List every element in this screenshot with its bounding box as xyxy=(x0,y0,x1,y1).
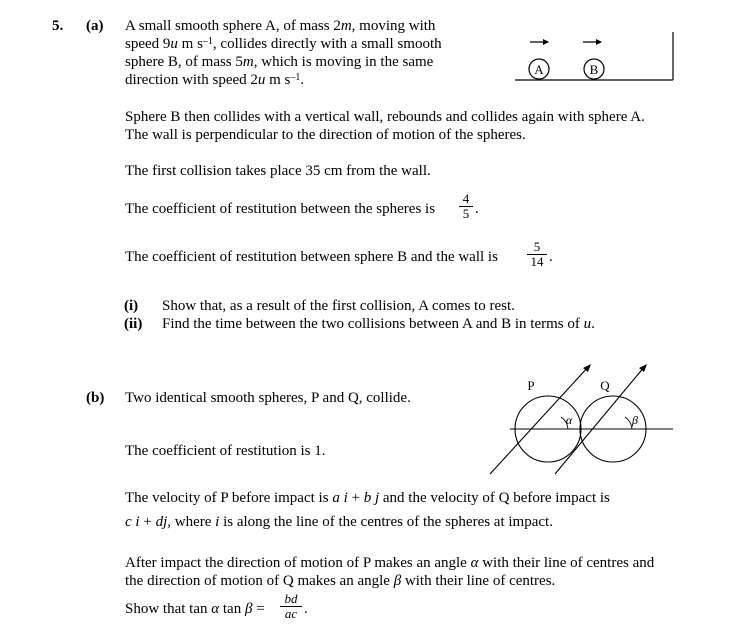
sub-i-label: (i) xyxy=(124,298,139,314)
coef-spheres-fraction xyxy=(459,192,473,221)
part-b-label: (b) xyxy=(86,390,105,406)
q-label: Q xyxy=(600,378,610,393)
coef-wall-den: 14 xyxy=(530,254,544,269)
wall-text-1: Sphere B then collides with a vertical wall, rebounds and collides again with sphere A. xyxy=(125,109,645,125)
collision-diagram xyxy=(485,360,685,480)
part-a-intro-line-1: A small smooth sphere A, of mass 2m, moving with xyxy=(125,18,436,34)
restitution-text: The coefficient of restitution is 1. xyxy=(125,443,326,459)
part-a-intro-line-2: speed 9u m $s^{-1}$, collides directly with a small smooth xyxy=(125,36,442,52)
coef-spheres-dot: . xyxy=(475,201,479,217)
sub-ii-label: (ii) xyxy=(124,316,143,332)
part-b-intro: Two identical smooth spheres, P and Q, collide. xyxy=(125,390,411,406)
alpha-label: α xyxy=(565,413,573,427)
part-a-intro-line-3: sphere B, of mass 5m, which is moving in the same xyxy=(125,54,434,70)
sphere-a-label: A xyxy=(534,62,544,77)
show-fraction-num: bd xyxy=(280,592,302,607)
spheres-wall-diagram xyxy=(515,28,685,88)
q-velocity-arrowhead xyxy=(639,364,647,372)
coef-wall-num: 5 xyxy=(527,240,547,255)
question-number: 5. xyxy=(52,18,64,34)
coef-spheres-text: The coefficient of restitution between the spheres is xyxy=(125,201,436,217)
arrow-b-head xyxy=(596,39,602,45)
coef-wall-fraction xyxy=(527,240,547,269)
coef-wall-dot: . xyxy=(549,249,553,265)
show-that-line: Show that tan α tan β = xyxy=(125,601,265,617)
after-impact-line-1: After impact the direction of motion of P makes an angle α with their line of centres and xyxy=(125,555,655,571)
velocity-line-2: c i + dj, where i is along the line of the centres of the spheres at impact. xyxy=(125,514,553,530)
beta-arc xyxy=(625,417,632,429)
sub-ii-text: Find the time between the two collisions between A and B in terms of u. xyxy=(162,316,595,332)
wall-text-2: The wall is perpendicular to the direction of motion of the spheres. xyxy=(125,127,526,143)
first-collision-text: The first collision takes place 35 cm from the wall. xyxy=(125,163,431,179)
sub-i-text: Show that, as a result of the first collision, A comes to rest. xyxy=(162,298,515,314)
part-a-label: (a) xyxy=(86,18,104,34)
show-dot: . xyxy=(304,601,308,617)
show-fraction xyxy=(280,592,302,621)
arrow-a-head xyxy=(543,39,549,45)
sphere-b-label: B xyxy=(589,62,599,77)
coef-spheres-num: 4 xyxy=(459,192,473,207)
show-fraction-den: ac xyxy=(284,606,298,621)
velocity-line-1: The velocity of P before impact is a i + b j and the velocity of Q before impact is xyxy=(125,490,610,506)
beta-label: β xyxy=(632,413,638,427)
coef-spheres-den: 5 xyxy=(462,206,470,221)
p-label: P xyxy=(527,378,535,393)
part-a-intro-line-4: direction with speed 2u m $s^{-1}$. xyxy=(125,72,305,88)
after-impact-line-2: the direction of motion of Q makes an angle β with their line of centres. xyxy=(125,573,556,589)
coef-wall-text: The coefficient of restitution between sphere B and the wall is xyxy=(125,249,498,265)
p-velocity-line xyxy=(490,366,589,474)
